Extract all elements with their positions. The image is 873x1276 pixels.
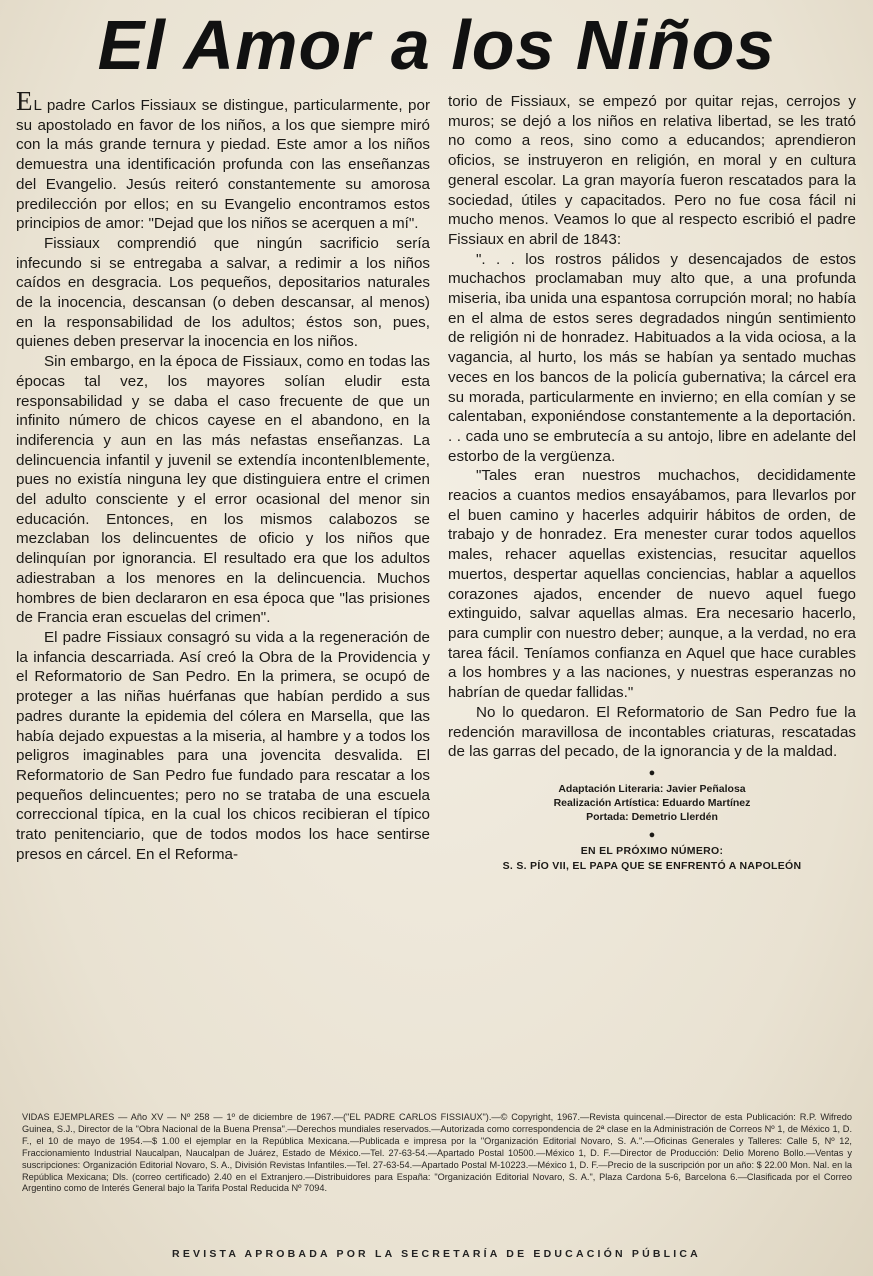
credits-block — [448, 782, 856, 824]
bullet-separator: ● — [648, 828, 656, 841]
next-issue-label: EN EL PRÓXIMO NÚMERO: — [580, 844, 724, 857]
paragraph: Fissiaux comprendió que ningún sacrificio sería infecundo si se entregaba a salvar, a redimir a los niños caídos en desgracia. Los pequeños, depositarios naturales de la inocencia, descansan (o deben descansar, al menos) en la responsabilidad de los adultos; éstos son, pues, quienes deben preservar la inocencia en los niños. — [16, 234, 430, 351]
drop-cap: E — [16, 86, 33, 116]
paragraph: ". . . los rostros pálidos y desencajados de estos muchachos proclamaban muy alto que, a una profunda miseria, iba unida una espantosa corrupción moral; no había en el alma de estos seres degradados ningún sentimiento de religión ni de honradez. Habituados a la vida ociosa, a la vagancia, al hurto, los más se habían ya sentado muchas veces en los bancos de la policía gubernativa; la cárcel era su morada, particularmente en invierno; en ella comían y se calentaban, exponiéndose constantemente a la deportación. . . cada uno se embrutecía a su antojo, libre en adelante del estorbo de la vergüenza. — [448, 250, 856, 465]
page-title: El Amor a los Niños — [97, 6, 776, 84]
paragraph: No lo quedaron. El Reformatorio de San Pedro fue la redención maravillosa de incontables criaturas, rescatadas de las garras del pecado, de la ignorancia y de la maldad. — [448, 703, 856, 761]
legal-notice: VIDAS EJEMPLARES — Año XV — Nº 258 — 1º de diciembre de 1967.—("EL PADRE CARLOS FISSIAUX").—© Copyright, 1967.—Revista quincenal.—Director de esta Publicación: R.P. Wifredo Guinea, S.J., Director de la "Obra Nacional de la Buena Prensa".—Derechos mundiales reservados.—Autorizada como correspondencia de 2ª clase en la Administración de Correos Nº 1, de México 1, D. F., el 10 de mayo de 1954.—$ 1.00 el ejemplar en la República Mexicana.—Publicada e impresa por la "Organización Editorial Novaro, S. A.".—Oficinas Generales y Talleres: Calle 5, Nº 12, Fraccionamiento Industrial Naucalpan, Naucalpan de Juárez, Estado de México.—Tel. 27-63-54.—Apartado Postal 10500.—México 1, D. F.—Director de Producción: Delio Moreno Bollo.—Ventas y suscripciones: Organización Editorial Novaro, S. A., División Revistas Infantiles.—Tel. 27-63-54.—Apartado Postal M-10223.—México 1, D. F.—Precio de la suscripción por un año: $ 22.00 Mon. Nal. en la República Mexicana; Dls. (correo certificado) 2.40 en el Extranjero.—Distribuidores para España: "Organización Editorial Novaro, S. A.", Plaza Cardona 5-6, Barcelona 6.—Clasificada por el Correo Argentino como de Interés General bajo la Tarifa Postal Reducida Nº 7094. — [22, 1112, 852, 1194]
left-column — [16, 86, 430, 864]
paragraph: "Tales eran nuestros muchachos, decididamente reacios a cuantos medios ensayábamos, para llevarlos por el buen camino y hacerles adquirir hábitos de orden, de trabajo y de honradez. Era menester curar todos aquellos males, rehacer aquellas existencias, resucitar aquellos muertos, despertar aquellas conciencias, hablar a aquellos corazones ajados, encender de nuevo aquel fuego extinguido, salvar aquellas almas. Era necesario hacerlo, para cumplir con nuestro deber; aunque, a la verdad, no era tarea fácil. Teníamos confianza en Aquel que hace curables a los hombres y a las naciones, y nuestras esperanzas no habrían de quedar fallidas." — [448, 467, 856, 702]
paragraph: Sin embargo, en la época de Fissiaux, como en todas las épocas tal vez, los mayores solían eludir esta responsabilidad y se daba el caso frecuente de que un infinito número de chicos cayese en el abandono, en la indiferencia y aun en las más nefastas enseñanzas. La delincuencia infantil y juvenil se extendía incontenIblemente, pues no existía ninguna ley que distinguiera entre el crimen del adulto consciente y el error ocasional del menor sin educación. Entonces, en los mismos calabozos se mezclaban los delincuentes de oficio y los niños que delinquían por ignorancia. El resultado era que los adultos adiestraban a los menores en la delincuencia. Muchos hombres de bien declararon en esa época que "las prisiones de Francia eran escuelas del crimen". — [16, 353, 430, 627]
paragraph: El padre Fissiaux consagró su vida a la regeneración de la infancia descarriada. Así creó la Obra de la Providencia y el Reformatorio de San Pedro. En la primera, se ocupó de proteger a las niñas huérfanas que habían perdido a sus padres durante la epidemia del cólera en Marsella, que las había dejado expuestas a la miseria, al hambre y a todos los peligros imaginables para una jovencita desvalida. El Reformatorio de San Pedro fue fundado para rescatar a los pequeños delincuentes; pero no se trataba de una escuela correccional típica, en la cual los chicos recibieran el típico trato penitenciario, que de todos modos los hace sentirse presos en cárcel. En el Reforma- — [16, 628, 430, 863]
credit-line: Adaptación Literaria: Javier Peñalosa — [558, 782, 746, 795]
approval-footer: REVISTA APROBADA POR LA SECRETARÍA DE EDUCACIÓN PÚBLICA — [172, 1248, 701, 1260]
next-issue-title: S. S. PÍO VII, EL PAPA QUE SE ENFRENTÓ A NAPOLEÓN — [502, 859, 802, 872]
bullet-separator: ● — [648, 766, 656, 779]
credit-line: Portada: Demetrio Llerdén — [586, 810, 718, 823]
paragraph — [16, 86, 430, 234]
right-column — [448, 92, 856, 874]
paragraph: torio de Fissiaux, se empezó por quitar rejas, cerrojos y muros; se dejó a los niños en relativa libertad, se les trató no como a reos, sino como a educandos; aprendieron oficios, se instruyeron en religión, en moral y en cultura general escolar. La gran mayoría fueron rescatados para la sociedad, útiles y capacitados. Pero no fue cosa fácil ni mucho menos. Veamos lo que al respecto escribió el padre Fissiaux en abril de 1843: — [448, 93, 856, 248]
credit-line: Realización Artística: Eduardo Martínez — [553, 796, 751, 809]
quotation — [448, 250, 856, 703]
paragraph-text: L padre Carlos Fissiaux se distingue, particularmente, por su apostolado en favor de los niños, a los que siempre miró con la más grande ternura y piedad. Este amor a los niños demuestra una identificación profunda con las enseñanzas del Evangelio. Jesús reiteró constantemente su amorosa predilección por ellos; en su Evangelio encontramos estos principios de amor: "Dejad que los niños se acerquen a mí". — [16, 97, 430, 233]
